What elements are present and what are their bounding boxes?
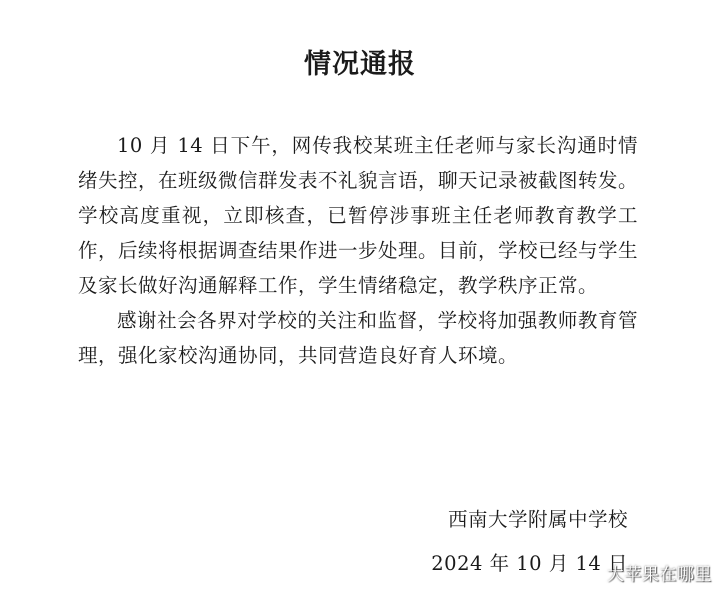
signature-organization: 西南大学附属中学校 [447, 508, 628, 531]
notice-body [78, 128, 638, 373]
notice-title: 情况通报 [304, 49, 416, 80]
watermark-text: 大苹果在哪里 [607, 565, 712, 585]
signature-date: 2024 年 10 月 14 日 [431, 552, 628, 575]
notice-paragraph: 10 月 14 日下午，网传我校某班主任老师与家长沟通时情绪失控，在班级微信群发表不礼貌言语，聊天记录被截图转发。学校高度重视，立即核查，已暂停涉事班主任老师教育教学工作，后续将根据调查结果作进一步处理。目前，学校已经与学生及家长做好沟通解释工作，学生情绪稳定，教学秩序正常。 [78, 134, 639, 297]
signature-block [431, 498, 628, 586]
notice-paragraph: 感谢社会各界对学校的关注和监督，学校将加强教师教育管理，强化家校沟通协同，共同营造良好育人环境。 [78, 309, 638, 367]
